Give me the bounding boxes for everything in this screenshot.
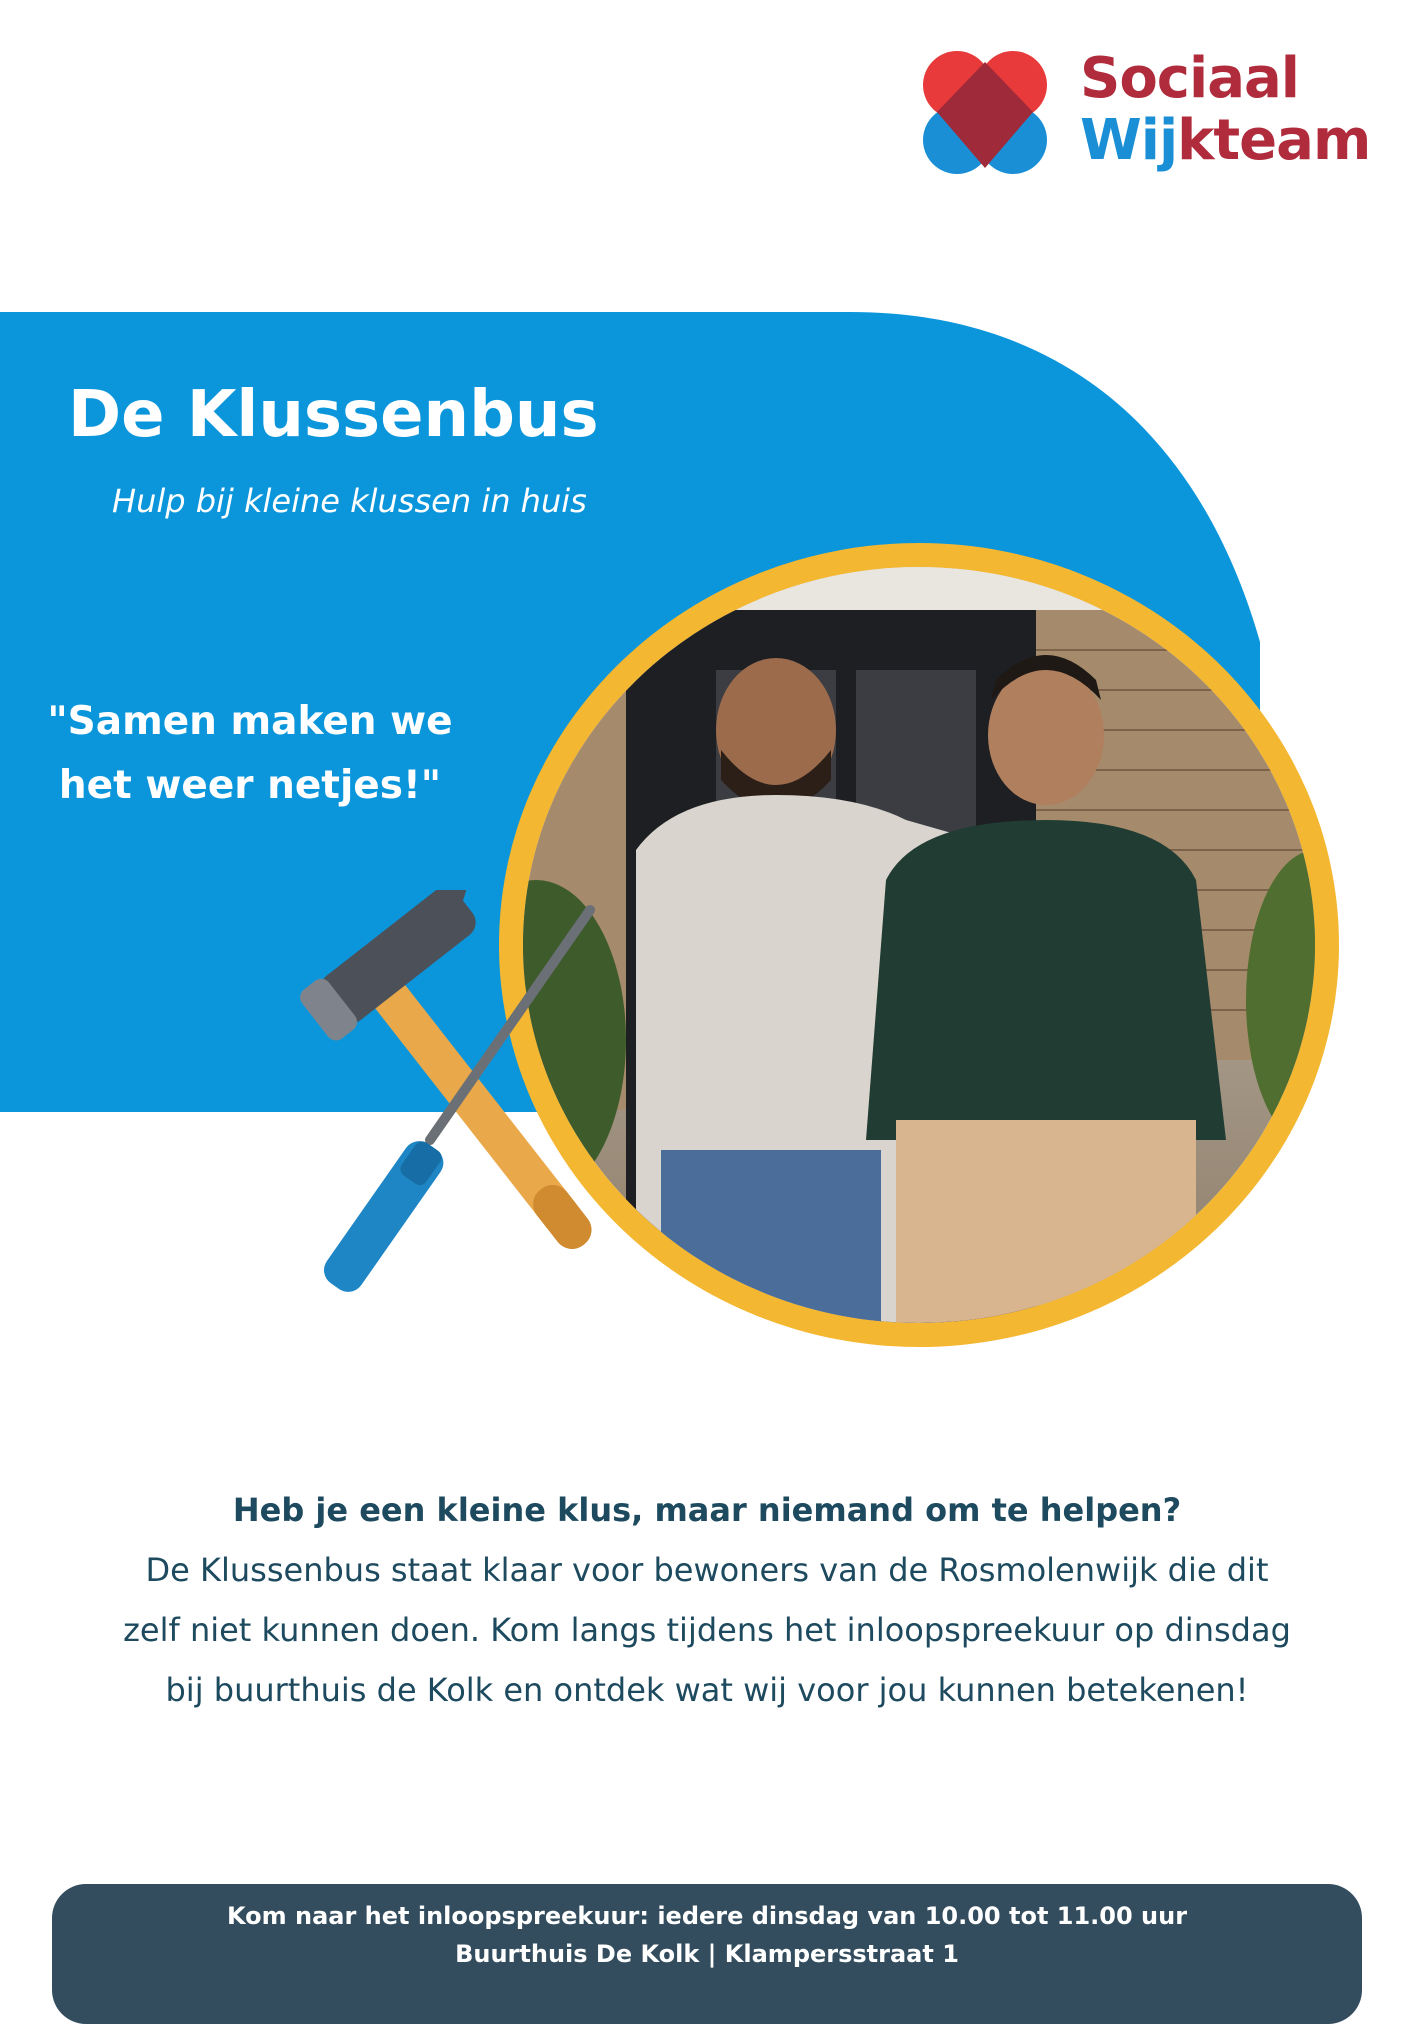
intro-heading: Heb je een kleine klus, maar niemand om te helpen? — [232, 1491, 1182, 1529]
heart-logo-icon — [915, 40, 1065, 190]
page-title: De Klussenbus — [68, 378, 599, 452]
intro-text — [40, 1480, 1374, 1720]
hammer-screwdriver-icon — [280, 890, 680, 1330]
quote-line2: het weer netjes!" — [58, 763, 442, 808]
logo-wordmark — [1080, 48, 1370, 172]
intro-line2: zelf niet kunnen doen. Kom langs tijdens het inloopspreekuur op dinsdag — [123, 1611, 1291, 1649]
logo-line1: Sociaal — [1080, 46, 1299, 111]
footer-address: Buurthuis De Kolk | Klampersstraat 1 — [455, 1940, 959, 1968]
footer-schedule: Kom naar het inloopspreekuur: iedere dinsdag van 10.00 tot 11.00 uur — [226, 1902, 1188, 1930]
quote — [40, 690, 460, 818]
logo-kteam: kteam — [1177, 108, 1371, 173]
logo-wij: Wij — [1080, 108, 1178, 173]
sociaal-wijkteam-logo — [915, 40, 1395, 190]
quote-line1: "Samen maken we — [47, 699, 453, 744]
intro-line1: De Klussenbus staat klaar voor bewoners van de Rosmolenwijk die dit — [145, 1551, 1269, 1589]
footer-bar — [52, 1884, 1362, 2024]
logo-line2 — [1080, 110, 1370, 172]
intro-line3: bij buurthuis de Kolk en ontdek wat wij voor jou kunnen betekenen! — [165, 1671, 1249, 1709]
page-subtitle: Hulp bij kleine klussen in huis — [112, 482, 587, 520]
